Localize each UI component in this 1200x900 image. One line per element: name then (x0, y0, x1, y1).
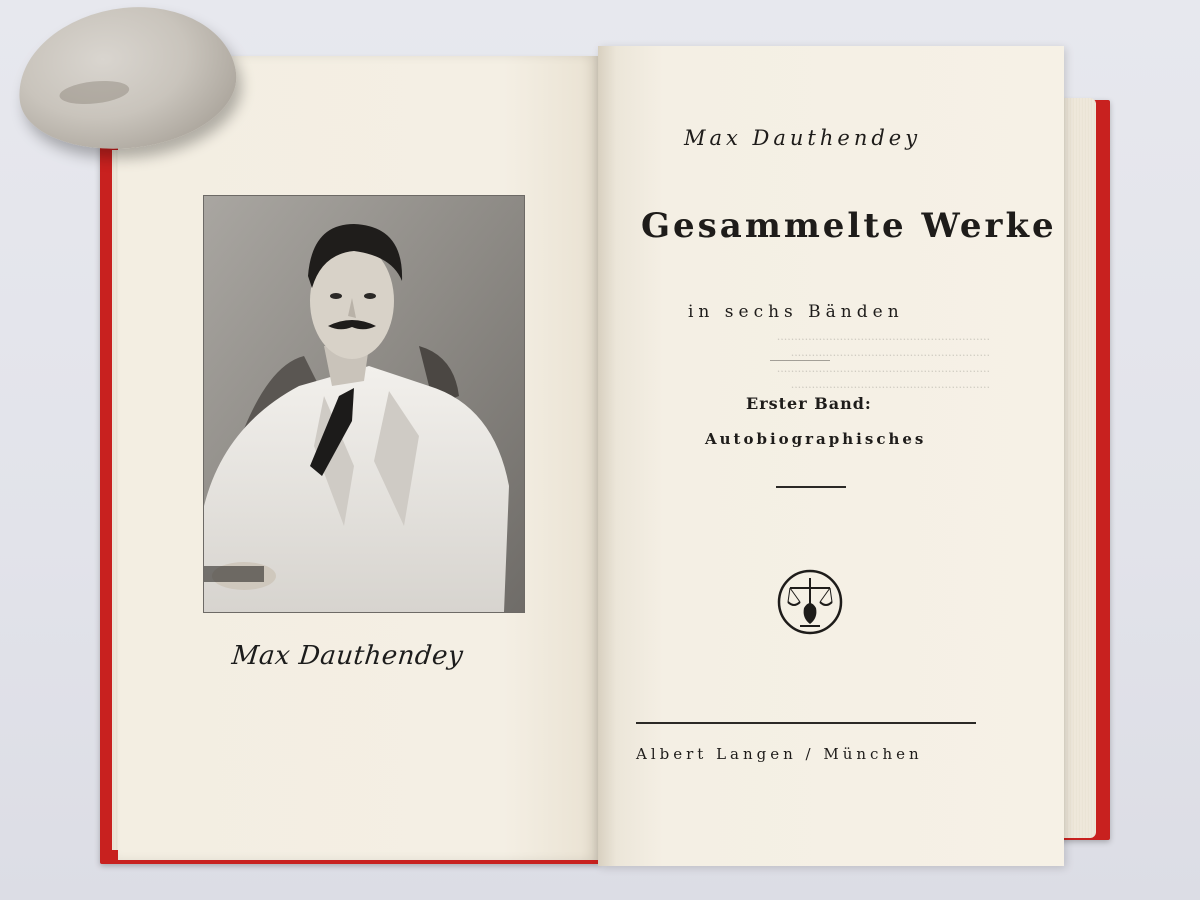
author-portrait (203, 195, 525, 613)
title-page (598, 46, 1064, 866)
publisher-imprint: Albert Langen / München (636, 745, 923, 763)
book-subtitle: in sechs Bänden (688, 302, 904, 322)
book-title: Gesammelte Werke (641, 206, 1057, 246)
bleed-through-text: ····························································· ························································· ····························································· ························································· (776, 333, 990, 394)
divider-rule-short (776, 486, 846, 488)
author-signature: Max Dauthendey (230, 641, 465, 671)
portrait-photo-icon (204, 196, 524, 612)
volume-label: Erster Band: (746, 394, 872, 413)
page-edges-right (1060, 98, 1096, 838)
volume-title: Autobiographisches (705, 430, 927, 448)
scales-emblem-icon (776, 568, 844, 636)
author-name: Max Dauthendey (684, 126, 922, 150)
divider-rule (770, 360, 830, 361)
divider-rule-long (636, 722, 976, 724)
